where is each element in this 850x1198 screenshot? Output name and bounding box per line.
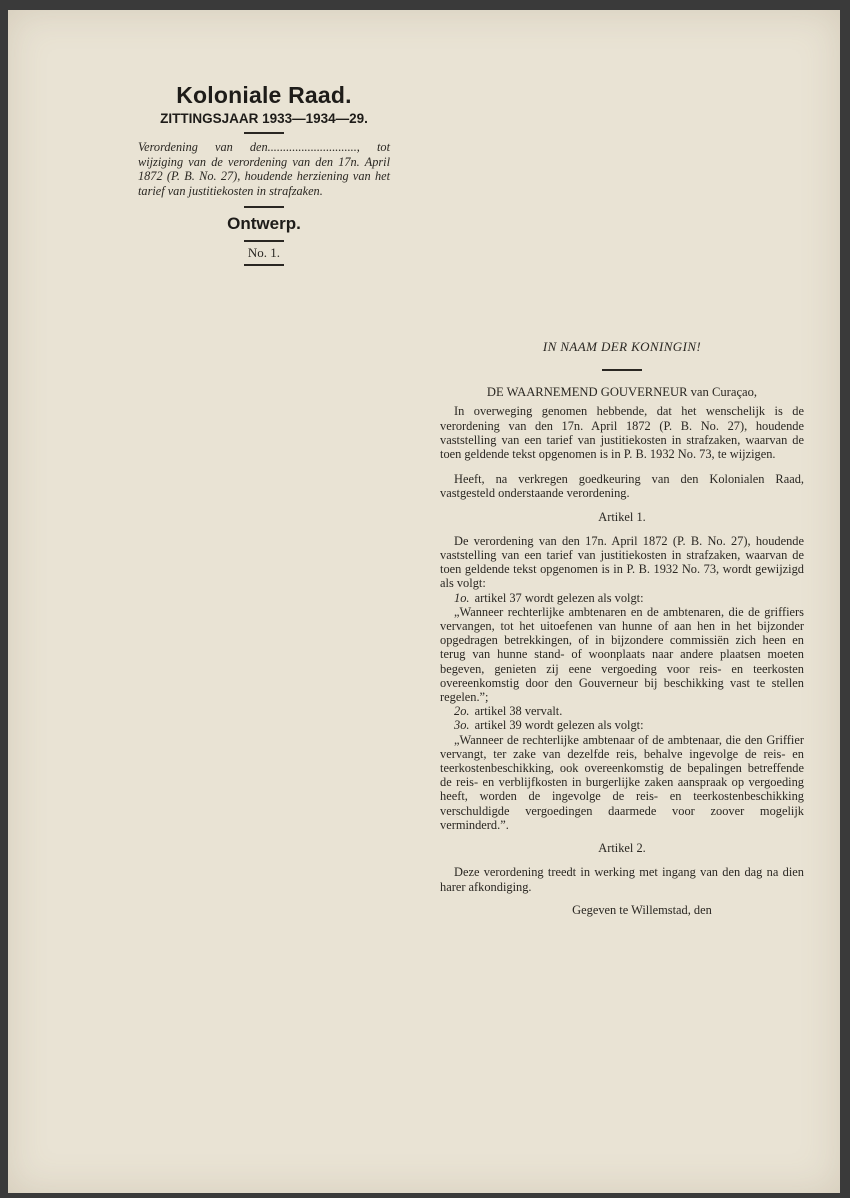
ordinance-body (440, 340, 804, 917)
item-number: 2o. (454, 704, 470, 719)
governor-line: DE WAARNEMEND GOUVERNEUR van Curaçao, (486, 385, 758, 400)
amendment-item-3 (454, 718, 804, 732)
session-year: ZITTINGSJAAR 1933—1934—29. (160, 111, 368, 126)
considering-paragraph: In overweging genomen hebbende, dat het wenschelijk is de verordening van den 17n. April 1872 (P. B. No. 27), houdende vaststelling van een tarief van justitiekosten in strafzaken, waarvan de toen geldende tekst opgenomen is in P. B. 1932 No. 73, te wijzigen. (440, 404, 804, 462)
document-page (8, 10, 840, 1193)
amendment-item-1 (454, 591, 804, 605)
council-title: Koloniale Raad. (176, 82, 352, 108)
item-number: 1o. (454, 590, 470, 605)
amendment-item-2 (454, 704, 804, 718)
article-2-text: Deze verordening treedt in werking met ingang van den dag na dien harer afkondiging. (440, 865, 804, 894)
item-number: 3o. (454, 718, 470, 733)
bleed-through-text (478, 86, 738, 233)
ordinance-description: Verordening van den............................., tot wijziging van de verordening van den 17n. April 1872 (P. B. No. 27), houdende herziening van het tarief van justitiekosten in strafzaken. (138, 140, 390, 198)
divider (244, 132, 284, 134)
invocation: IN NAAM DER KONINGIN! (542, 339, 702, 354)
divider (244, 240, 284, 242)
item-text: artikel 38 vervalt. (474, 704, 563, 719)
divider (602, 369, 642, 371)
item-text: artikel 39 wordt gelezen als volgt: (474, 718, 644, 733)
document-number: No. 1. (247, 245, 281, 261)
item-text: artikel 37 wordt gelezen als volgt: (474, 590, 644, 605)
header-block (138, 82, 390, 266)
given-at-line: Gegeven te Willemstad, den (572, 902, 712, 917)
divider (244, 206, 284, 208)
enactment-paragraph: Heeft, na verkregen goedkeuring van den Kolonialen Raad, vastgesteld onderstaande verordening. (440, 472, 804, 501)
divider (244, 264, 284, 266)
article-2-heading: Artikel 2. (598, 841, 646, 856)
article-37-quote: „Wanneer rechterlijke ambtenaren en de ambtenaren, die de griffiers vervangen, tot het uitoefenen van hunne of aan hen in het bijzonder opgedragen betrekkingen, of in bijzondere commissiën zich heen en terug van hunne stand- of woonplaats naar andere plaatsen moeten begeven, genieten zij eene vergoeding voor reis- en teerkosten overeenkomstig door den Gouverneur bij beschikking vast te stellen regelen.”; (440, 604, 804, 705)
article-1-heading: Artikel 1. (598, 509, 646, 524)
article-1-intro: De verordening van den 17n. April 1872 (P. B. No. 27), houdende vaststelling van een tarief van justitiekosten in strafzaken, waarvan de toen geldende tekst opgenomen is in P. B. 1932 No. 73, wordt gewijzigd als volgt: (440, 533, 804, 591)
article-39-quote: „Wanneer de rechterlijke ambtenaar of de ambtenaar, die den Griffier vervangt, ter zake van dezelfde reis, behalve ingevolge de reis- en teerkostenbeschikking, ook overeenkomstig de bepalingen betreffende de reis- en verblijfkosten in burgerlijke zaken aanspraak op vergoeding heeft, worden de ingevolge de reis- en teerkostenbeschikking verschuldigde vergoedingen daarmede voor zoover mogelijk verminderd.”. (440, 732, 804, 832)
draft-label: Ontwerp. (227, 214, 301, 234)
